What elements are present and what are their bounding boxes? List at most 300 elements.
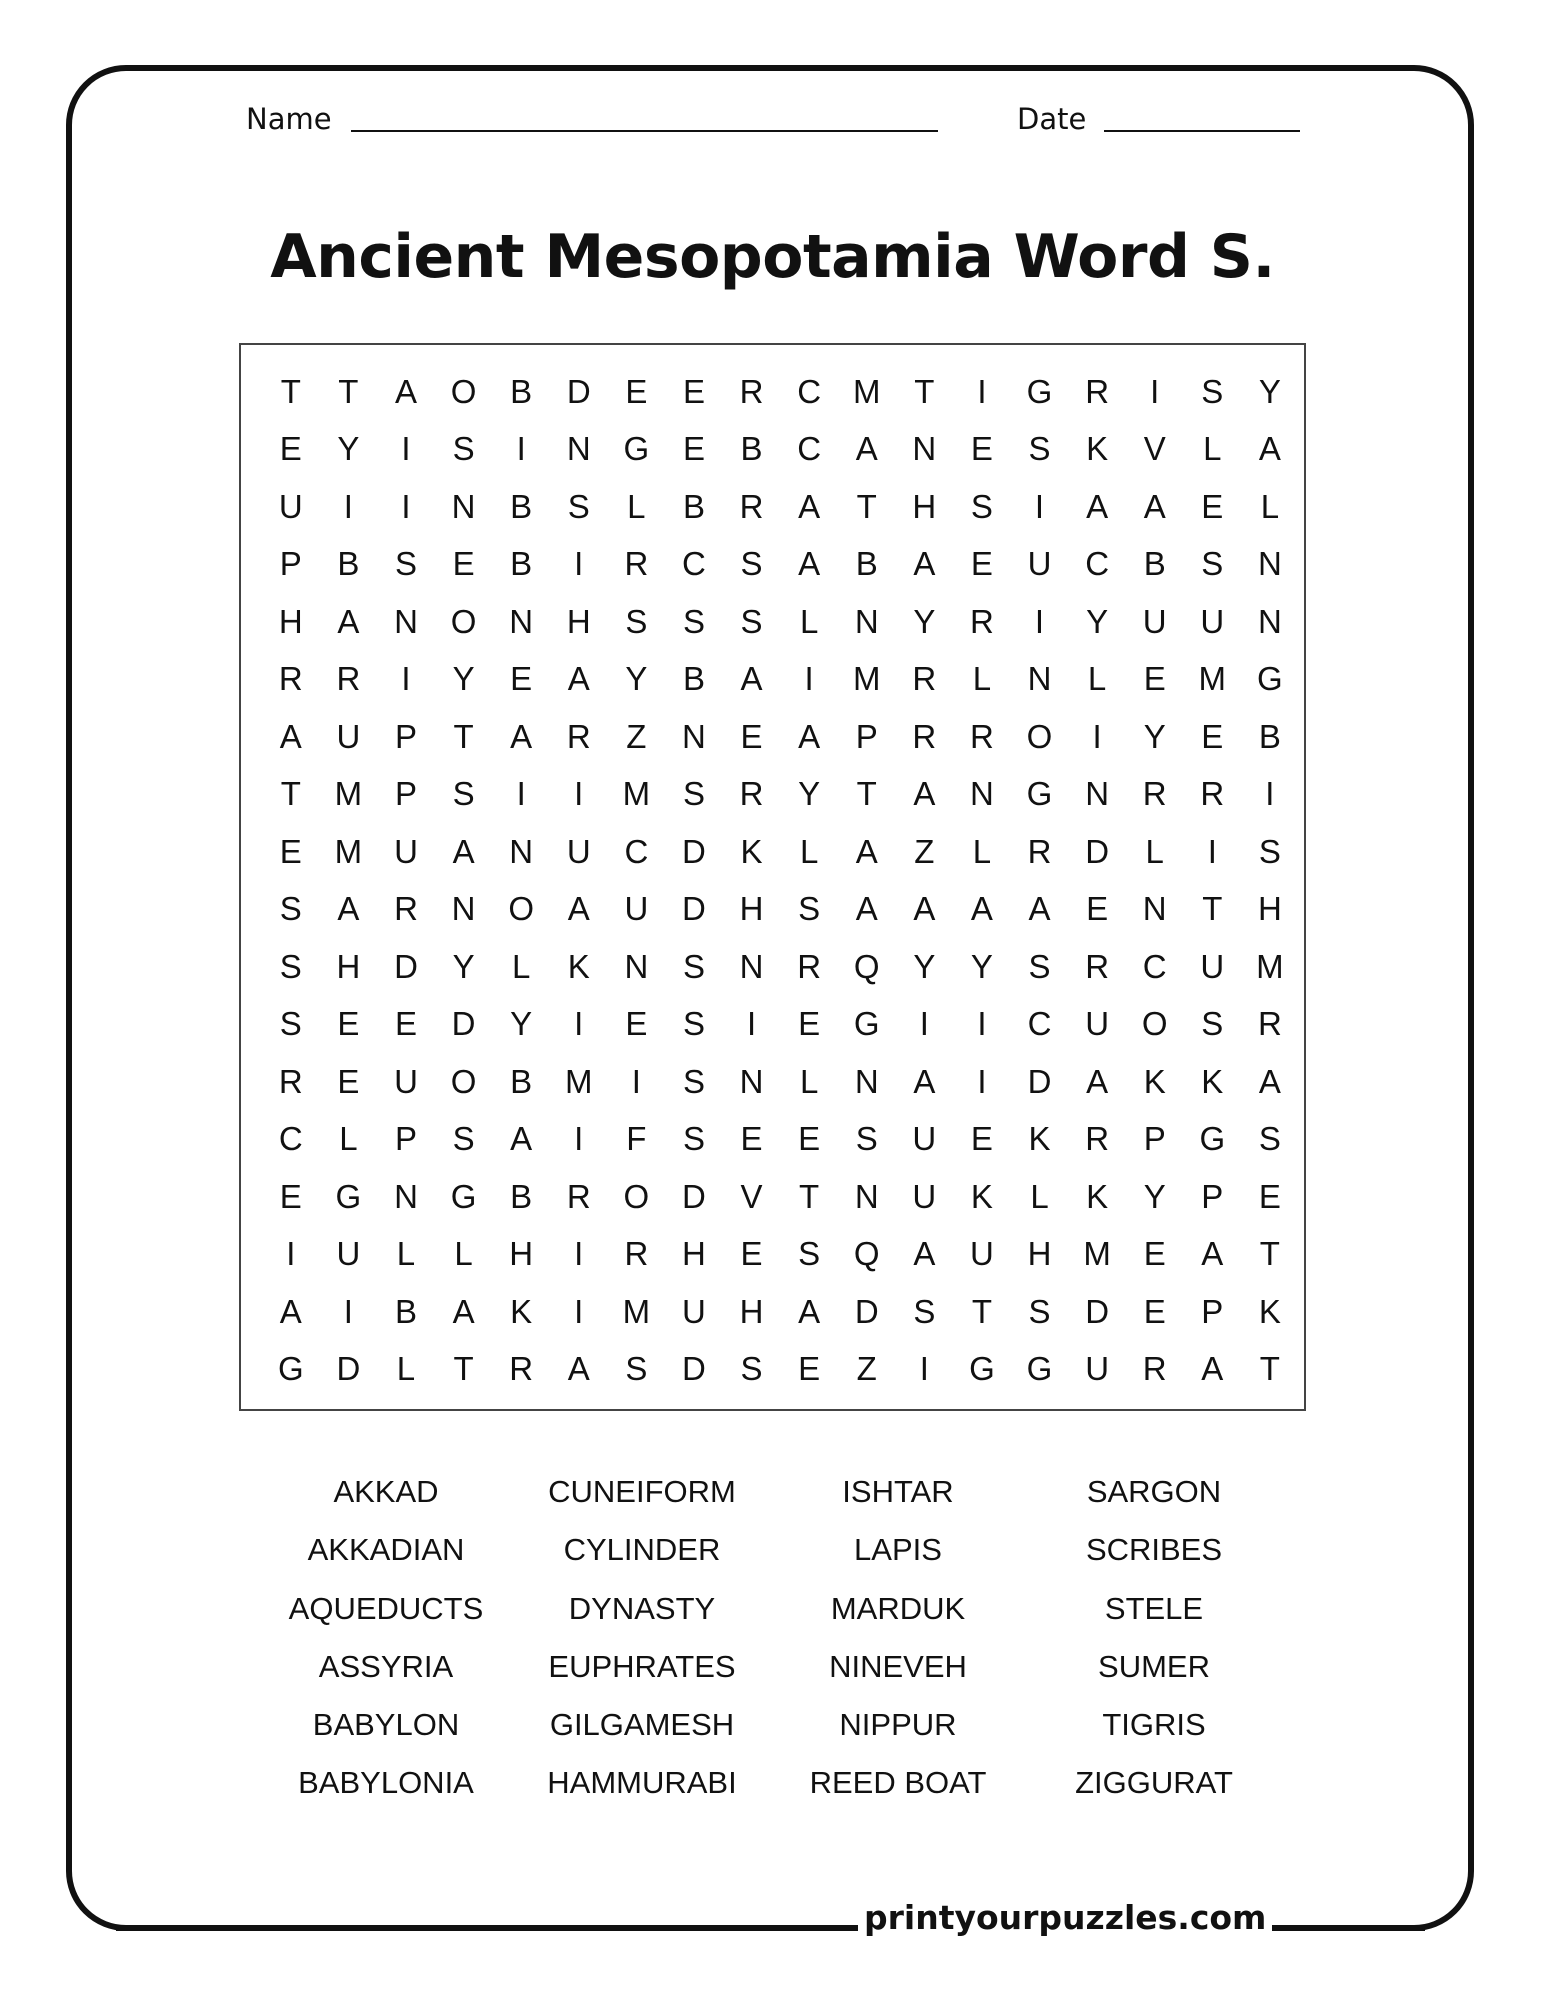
grid-letter[interactable]: R — [278, 1062, 303, 1100]
grid-letter[interactable]: K — [1086, 430, 1109, 468]
grid-letter[interactable]: R — [394, 890, 418, 928]
grid-letter[interactable]: E — [279, 1177, 302, 1215]
grid-letter[interactable]: L — [1260, 487, 1280, 525]
grid-letter[interactable]: A — [567, 890, 590, 928]
grid-letter[interactable]: I — [1092, 717, 1102, 755]
grid-letter[interactable]: D — [336, 1350, 361, 1388]
grid-letter[interactable]: K — [510, 1292, 533, 1330]
grid-letter[interactable]: N — [854, 1062, 879, 1100]
grid-letter[interactable]: C — [278, 1120, 303, 1158]
grid-letter[interactable]: O — [450, 372, 477, 410]
grid-letter[interactable]: E — [1086, 890, 1109, 928]
grid-letter[interactable]: S — [1201, 1005, 1224, 1043]
grid-letter[interactable]: G — [1257, 660, 1283, 698]
grid-letter[interactable]: E — [970, 545, 993, 583]
grid-letter[interactable]: D — [1085, 1292, 1110, 1330]
grid-letter[interactable]: K — [567, 947, 590, 985]
grid-letter[interactable]: E — [682, 430, 705, 468]
grid-letter[interactable]: S — [682, 1062, 705, 1100]
grid-letter[interactable]: T — [280, 775, 301, 813]
grid-letter[interactable]: A — [970, 890, 993, 928]
grid-letter[interactable]: R — [509, 1350, 534, 1388]
grid-letter[interactable]: R — [970, 717, 994, 755]
grid-letter[interactable]: M — [334, 775, 363, 813]
grid-letter[interactable]: L — [799, 602, 819, 640]
grid-letter[interactable]: H — [739, 890, 764, 928]
grid-letter[interactable]: G — [969, 1350, 995, 1388]
grid-letter[interactable]: S — [625, 1350, 648, 1388]
grid-letter[interactable]: S — [452, 775, 475, 813]
grid-letter[interactable]: B — [510, 372, 533, 410]
grid-letter[interactable]: L — [396, 1350, 416, 1388]
grid-letter[interactable]: R — [624, 545, 649, 583]
grid-letter[interactable]: C — [797, 430, 822, 468]
grid-letter[interactable]: U — [336, 1235, 361, 1273]
grid-letter[interactable]: E — [1143, 660, 1166, 698]
grid-letter[interactable]: A — [1028, 890, 1051, 928]
name-field-line[interactable] — [351, 130, 938, 132]
grid-letter[interactable]: M — [852, 660, 881, 698]
grid-letter[interactable]: U — [912, 1177, 937, 1215]
grid-letter[interactable]: D — [1085, 832, 1110, 870]
grid-letter[interactable]: G — [1199, 1120, 1226, 1158]
grid-letter[interactable]: A — [510, 717, 533, 755]
grid-letter[interactable]: E — [1201, 487, 1224, 525]
grid-letter[interactable]: O — [1026, 717, 1053, 755]
grid-letter[interactable]: E — [1143, 1235, 1166, 1273]
grid-letter[interactable]: S — [798, 890, 821, 928]
grid-letter[interactable]: N — [739, 947, 764, 985]
grid-letter[interactable]: B — [394, 1292, 417, 1330]
grid-letter[interactable]: P — [855, 717, 878, 755]
grid-letter[interactable]: I — [574, 1292, 584, 1330]
grid-letter[interactable]: U — [1142, 602, 1167, 640]
grid-letter[interactable]: S — [1258, 1120, 1281, 1158]
grid-letter[interactable]: E — [279, 832, 302, 870]
grid-letter[interactable]: A — [452, 1292, 475, 1330]
grid-letter[interactable]: N — [854, 1177, 879, 1215]
grid-letter[interactable]: Y — [452, 660, 475, 698]
grid-letter[interactable]: A — [1258, 430, 1281, 468]
grid-letter[interactable]: E — [740, 717, 763, 755]
grid-letter[interactable]: H — [566, 602, 591, 640]
grid-letter[interactable]: E — [798, 1350, 821, 1388]
grid-letter[interactable]: C — [682, 545, 706, 583]
grid-letter[interactable]: U — [970, 1235, 994, 1273]
grid-letter[interactable]: B — [1143, 545, 1166, 583]
grid-letter[interactable]: L — [799, 1062, 819, 1100]
grid-letter[interactable]: A — [279, 1292, 302, 1330]
grid-letter[interactable]: A — [913, 1062, 936, 1100]
grid-letter[interactable]: L — [799, 832, 819, 870]
grid-letter[interactable]: I — [574, 545, 584, 583]
grid-letter[interactable]: C — [1027, 1005, 1052, 1043]
grid-letter[interactable]: A — [567, 660, 590, 698]
grid-letter[interactable]: T — [799, 1177, 820, 1215]
grid-letter[interactable]: E — [798, 1120, 821, 1158]
grid-letter[interactable]: L — [454, 1235, 473, 1273]
grid-letter[interactable]: G — [1026, 1350, 1053, 1388]
grid-letter[interactable]: S — [279, 947, 302, 985]
grid-letter[interactable]: U — [912, 1120, 937, 1158]
grid-letter[interactable]: Y — [913, 602, 936, 640]
grid-letter[interactable]: P — [394, 1120, 417, 1158]
grid-letter[interactable]: E — [1201, 717, 1224, 755]
grid-letter[interactable]: H — [912, 487, 937, 525]
grid-letter[interactable]: T — [1202, 890, 1223, 928]
grid-letter[interactable]: I — [1034, 602, 1045, 640]
grid-letter[interactable]: Y — [970, 947, 993, 985]
grid-letter[interactable]: K — [1258, 1292, 1281, 1330]
grid-letter[interactable]: E — [970, 430, 993, 468]
grid-letter[interactable]: E — [625, 1005, 648, 1043]
grid-letter[interactable]: I — [516, 775, 526, 813]
grid-letter[interactable]: B — [682, 660, 705, 698]
grid-letter[interactable]: K — [1201, 1062, 1224, 1100]
grid-letter[interactable]: A — [913, 775, 936, 813]
grid-letter[interactable]: H — [739, 1292, 764, 1330]
grid-letter[interactable]: L — [1203, 430, 1222, 468]
grid-letter[interactable]: M — [622, 775, 651, 813]
grid-letter[interactable]: L — [1030, 1177, 1049, 1215]
grid-letter[interactable]: N — [854, 602, 879, 640]
grid-letter[interactable]: E — [279, 430, 302, 468]
grid-letter[interactable]: T — [280, 372, 301, 410]
grid-letter[interactable]: Y — [913, 947, 936, 985]
grid-letter[interactable]: T — [856, 487, 877, 525]
grid-letter[interactable]: L — [972, 832, 992, 870]
grid-letter[interactable]: A — [798, 1292, 821, 1330]
grid-letter[interactable]: S — [798, 1235, 821, 1273]
grid-letter[interactable]: N — [624, 947, 649, 985]
grid-letter[interactable]: Y — [625, 660, 648, 698]
grid-letter[interactable]: R — [1027, 832, 1052, 870]
grid-letter[interactable]: O — [1141, 1005, 1168, 1043]
grid-letter[interactable]: T — [856, 775, 877, 813]
grid-letter[interactable]: T — [338, 372, 359, 410]
grid-letter[interactable]: S — [682, 775, 705, 813]
grid-letter[interactable]: O — [508, 890, 534, 928]
grid-letter[interactable]: H — [682, 1235, 706, 1273]
grid-letter[interactable]: D — [682, 1177, 706, 1215]
grid-letter[interactable]: I — [746, 1005, 757, 1043]
grid-letter[interactable]: R — [1085, 372, 1110, 410]
grid-letter[interactable]: R — [1142, 1350, 1167, 1388]
grid-letter[interactable]: N — [970, 775, 994, 813]
grid-letter[interactable]: R — [912, 717, 937, 755]
grid-letter[interactable]: R — [739, 372, 764, 410]
grid-letter[interactable]: D — [394, 947, 418, 985]
grid-letter[interactable]: A — [1143, 487, 1166, 525]
grid-letter[interactable]: M — [1083, 1235, 1111, 1273]
grid-letter[interactable]: B — [510, 487, 533, 525]
grid-letter[interactable]: Y — [452, 947, 475, 985]
grid-letter[interactable]: S — [394, 545, 417, 583]
grid-letter[interactable]: I — [343, 487, 353, 525]
grid-letter[interactable]: R — [797, 947, 822, 985]
grid-letter[interactable]: R — [970, 602, 994, 640]
grid-letter[interactable]: M — [1198, 660, 1227, 698]
grid-letter[interactable]: I — [574, 775, 584, 813]
grid-letter[interactable]: E — [625, 372, 648, 410]
grid-letter[interactable]: D — [682, 890, 706, 928]
grid-letter[interactable]: N — [1085, 775, 1110, 813]
grid-letter[interactable]: B — [1258, 717, 1281, 755]
grid-letter[interactable]: Y — [1143, 717, 1166, 755]
grid-letter[interactable]: Y — [1086, 602, 1109, 640]
grid-letter[interactable]: N — [509, 602, 534, 640]
grid-letter[interactable]: D — [682, 832, 706, 870]
grid-letter[interactable]: I — [574, 1235, 584, 1273]
grid-letter[interactable]: U — [1200, 947, 1225, 985]
grid-letter[interactable]: M — [1256, 947, 1284, 985]
grid-letter[interactable]: U — [566, 832, 591, 870]
grid-letter[interactable]: Y — [337, 430, 360, 468]
grid-letter[interactable]: E — [682, 372, 705, 410]
grid-letter[interactable]: T — [914, 372, 935, 410]
grid-letter[interactable]: K — [1028, 1120, 1051, 1158]
grid-letter[interactable]: A — [510, 1120, 533, 1158]
grid-letter[interactable]: A — [1086, 1062, 1109, 1100]
grid-letter[interactable]: U — [1027, 545, 1052, 583]
grid-letter[interactable]: N — [1142, 890, 1167, 928]
grid-letter[interactable]: O — [623, 1177, 650, 1215]
grid-letter[interactable]: N — [739, 1062, 764, 1100]
grid-letter[interactable]: A — [855, 430, 878, 468]
grid-letter[interactable]: A — [798, 717, 821, 755]
grid-letter[interactable]: I — [977, 1062, 987, 1100]
grid-letter[interactable]: H — [278, 602, 303, 640]
grid-letter[interactable]: D — [854, 1292, 879, 1330]
grid-letter[interactable]: U — [1085, 1350, 1110, 1388]
grid-letter[interactable]: S — [970, 487, 993, 525]
grid-letter[interactable]: A — [913, 1235, 936, 1273]
grid-letter[interactable]: R — [912, 660, 937, 698]
grid-letter[interactable]: R — [566, 717, 591, 755]
grid-letter[interactable]: A — [1258, 1062, 1281, 1100]
grid-letter[interactable]: S — [1028, 1292, 1051, 1330]
grid-letter[interactable]: A — [567, 1350, 590, 1388]
grid-letter[interactable]: C — [797, 372, 822, 410]
grid-letter[interactable]: R — [739, 487, 764, 525]
grid-letter[interactable]: A — [1201, 1235, 1224, 1273]
grid-letter[interactable]: R — [566, 1177, 591, 1215]
grid-letter[interactable]: U — [278, 487, 303, 525]
grid-letter[interactable]: S — [682, 947, 705, 985]
grid-letter[interactable]: M — [852, 372, 881, 410]
grid-letter[interactable]: S — [682, 1120, 705, 1158]
grid-letter[interactable]: R — [1085, 1120, 1110, 1158]
grid-letter[interactable]: A — [798, 487, 821, 525]
grid-letter[interactable]: K — [740, 832, 763, 870]
grid-letter[interactable]: R — [336, 660, 361, 698]
grid-letter[interactable]: T — [453, 1350, 474, 1388]
grid-letter[interactable]: B — [682, 487, 705, 525]
grid-letter[interactable]: B — [510, 545, 533, 583]
grid-letter[interactable]: R — [1142, 775, 1167, 813]
grid-letter[interactable]: N — [912, 430, 937, 468]
grid-letter[interactable]: S — [855, 1120, 878, 1158]
grid-letter[interactable]: B — [740, 430, 763, 468]
grid-letter[interactable]: U — [336, 717, 361, 755]
grid-letter[interactable]: I — [1265, 775, 1275, 813]
grid-letter[interactable]: U — [1200, 602, 1225, 640]
grid-letter[interactable]: A — [337, 890, 360, 928]
grid-letter[interactable]: P — [279, 545, 302, 583]
grid-letter[interactable]: S — [452, 430, 475, 468]
grid-letter[interactable]: B — [510, 1177, 533, 1215]
grid-letter[interactable]: G — [335, 1177, 362, 1215]
grid-letter[interactable]: H — [1257, 890, 1282, 928]
grid-letter[interactable]: H — [1027, 1235, 1052, 1273]
grid-letter[interactable]: N — [1027, 660, 1052, 698]
grid-letter[interactable]: N — [682, 717, 706, 755]
grid-letter[interactable]: D — [451, 1005, 476, 1043]
grid-letter[interactable]: E — [740, 1120, 763, 1158]
grid-letter[interactable]: P — [394, 717, 417, 755]
grid-letter[interactable]: P — [1201, 1177, 1224, 1215]
grid-letter[interactable]: S — [452, 1120, 475, 1158]
grid-letter[interactable]: I — [919, 1005, 929, 1043]
grid-letter[interactable]: I — [1150, 372, 1160, 410]
grid-letter[interactable]: K — [1143, 1062, 1166, 1100]
grid-letter[interactable]: C — [624, 832, 649, 870]
grid-letter[interactable]: E — [740, 1235, 763, 1273]
grid-letter[interactable]: Q — [853, 1235, 880, 1273]
grid-letter[interactable]: G — [853, 1005, 880, 1043]
grid-letter[interactable]: I — [631, 1062, 641, 1100]
grid-letter[interactable]: G — [623, 430, 650, 468]
grid-letter[interactable]: T — [1259, 1350, 1280, 1388]
grid-letter[interactable]: R — [739, 775, 764, 813]
grid-letter[interactable]: Y — [510, 1005, 533, 1043]
grid-letter[interactable]: N — [566, 430, 591, 468]
grid-letter[interactable]: S — [279, 1005, 302, 1043]
grid-letter[interactable]: U — [682, 1292, 706, 1330]
grid-letter[interactable]: E — [798, 1005, 821, 1043]
grid-letter[interactable]: G — [277, 1350, 304, 1388]
grid-letter[interactable]: A — [913, 545, 936, 583]
grid-letter[interactable]: U — [394, 832, 418, 870]
grid-letter[interactable]: A — [452, 832, 475, 870]
grid-letter[interactable]: E — [452, 545, 475, 583]
grid-letter[interactable]: S — [1201, 372, 1224, 410]
grid-letter[interactable]: S — [740, 602, 763, 640]
grid-letter[interactable]: S — [625, 602, 648, 640]
grid-letter[interactable]: A — [394, 372, 417, 410]
grid-letter[interactable]: H — [336, 947, 361, 985]
grid-letter[interactable]: N — [451, 890, 476, 928]
grid-letter[interactable]: F — [626, 1120, 647, 1158]
grid-letter[interactable]: D — [682, 1350, 706, 1388]
grid-letter[interactable]: R — [1085, 947, 1110, 985]
grid-letter[interactable]: T — [453, 717, 474, 755]
grid-letter[interactable]: B — [510, 1062, 533, 1100]
grid-letter[interactable]: I — [401, 487, 411, 525]
grid-letter[interactable]: Y — [1143, 1177, 1166, 1215]
grid-letter[interactable]: M — [334, 832, 363, 870]
date-field-line[interactable] — [1104, 130, 1300, 132]
grid-letter[interactable]: A — [855, 832, 878, 870]
grid-letter[interactable]: B — [337, 545, 360, 583]
grid-letter[interactable]: I — [977, 372, 987, 410]
grid-letter[interactable]: I — [919, 1350, 929, 1388]
grid-letter[interactable]: E — [337, 1062, 360, 1100]
grid-letter[interactable]: L — [396, 1235, 416, 1273]
grid-letter[interactable]: I — [804, 660, 814, 698]
grid-letter[interactable]: V — [1143, 430, 1166, 468]
grid-letter[interactable]: A — [740, 660, 763, 698]
grid-letter[interactable]: Y — [1258, 372, 1281, 410]
grid-letter[interactable]: S — [913, 1292, 936, 1330]
grid-letter[interactable]: S — [682, 602, 705, 640]
grid-letter[interactable]: K — [1086, 1177, 1109, 1215]
grid-letter[interactable]: G — [450, 1177, 477, 1215]
grid-letter[interactable]: R — [1257, 1005, 1282, 1043]
grid-letter[interactable]: P — [394, 775, 417, 813]
grid-letter[interactable]: L — [339, 1120, 358, 1158]
grid-letter[interactable]: N — [394, 602, 418, 640]
grid-letter[interactable]: I — [516, 430, 526, 468]
grid-letter[interactable]: B — [855, 545, 878, 583]
grid-letter[interactable]: M — [565, 1062, 593, 1100]
grid-letter[interactable]: N — [509, 832, 534, 870]
grid-letter[interactable]: D — [1027, 1062, 1052, 1100]
grid-letter[interactable]: S — [1201, 545, 1224, 583]
grid-letter[interactable]: S — [740, 1350, 763, 1388]
grid-letter[interactable]: A — [337, 602, 360, 640]
grid-letter[interactable]: L — [972, 660, 992, 698]
grid-letter[interactable]: S — [1028, 430, 1051, 468]
grid-letter[interactable]: L — [627, 487, 646, 525]
grid-letter[interactable]: D — [566, 372, 591, 410]
grid-letter[interactable]: E — [394, 1005, 417, 1043]
grid-letter[interactable]: Z — [856, 1350, 877, 1388]
grid-letter[interactable]: L — [511, 947, 531, 985]
grid-letter[interactable]: Y — [798, 775, 821, 813]
grid-letter[interactable]: U — [1085, 1005, 1110, 1043]
grid-letter[interactable]: S — [1028, 947, 1051, 985]
grid-letter[interactable]: L — [1145, 832, 1164, 870]
grid-letter[interactable]: G — [1026, 775, 1053, 813]
grid-letter[interactable]: S — [279, 890, 302, 928]
grid-letter[interactable]: A — [855, 890, 878, 928]
grid-letter[interactable]: N — [1257, 602, 1282, 640]
grid-letter[interactable]: C — [1085, 545, 1110, 583]
grid-letter[interactable]: O — [450, 602, 477, 640]
grid-letter[interactable]: M — [622, 1292, 651, 1330]
grid-letter[interactable]: U — [624, 890, 649, 928]
grid-letter[interactable]: K — [970, 1177, 993, 1215]
grid-letter[interactable]: C — [1142, 947, 1167, 985]
grid-letter[interactable]: P — [1201, 1292, 1224, 1330]
grid-letter[interactable]: I — [977, 1005, 987, 1043]
grid-letter[interactable]: I — [1207, 832, 1217, 870]
grid-letter[interactable]: P — [1143, 1120, 1166, 1158]
grid-letter[interactable]: E — [1258, 1177, 1281, 1215]
grid-letter[interactable]: S — [682, 1005, 705, 1043]
grid-letter[interactable]: E — [510, 660, 533, 698]
grid-letter[interactable]: Q — [853, 947, 880, 985]
grid-letter[interactable]: E — [1143, 1292, 1166, 1330]
grid-letter[interactable]: I — [401, 660, 411, 698]
grid-letter[interactable]: I — [574, 1120, 584, 1158]
grid-letter[interactable]: R — [1200, 775, 1225, 813]
grid-letter[interactable]: T — [971, 1292, 992, 1330]
grid-letter[interactable]: G — [1026, 372, 1053, 410]
grid-letter[interactable]: I — [1034, 487, 1045, 525]
grid-letter[interactable]: E — [970, 1120, 993, 1158]
